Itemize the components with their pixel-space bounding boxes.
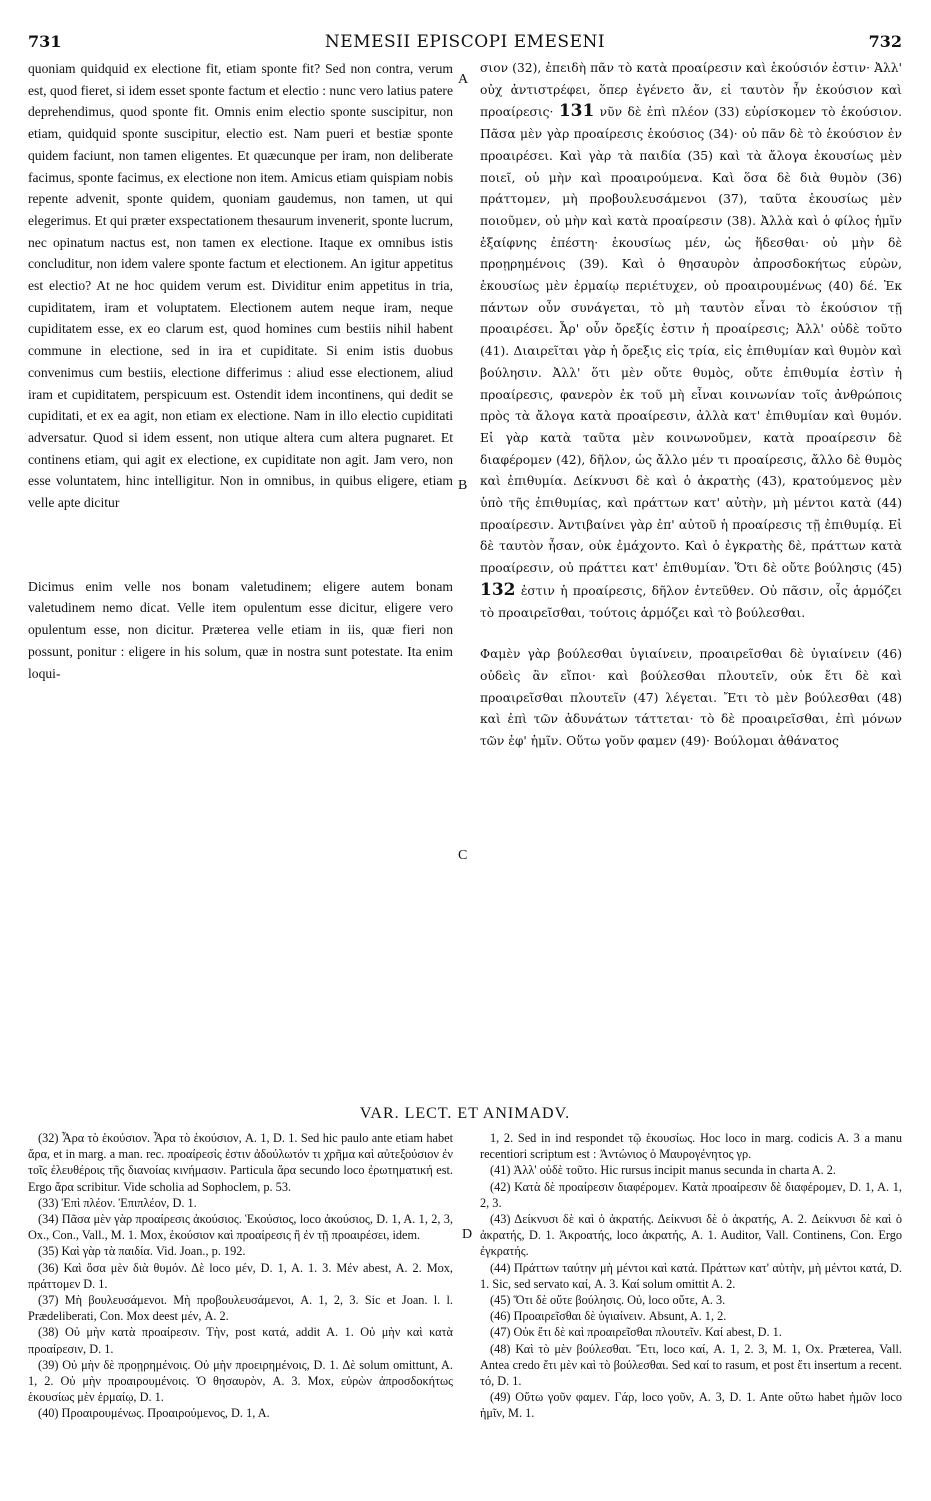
greek-column xyxy=(480,58,902,1098)
note-43: (43) Δείκνυσι δὲ καὶ ὁ ἀκρατής. Δείκνυσι δὲ ὁ ἀκρατής, A. 2. Δείκνυσι δὲ καὶ ὁ ἀκρατής, D. 1. Ἀκροατής, loco ἀκρατής, A. 1. Auditor, Vall. Continens, Con. Ergo ἐγκρατής. xyxy=(480,1212,902,1259)
note-47: (47) Οὐκ ἔτι δὲ καὶ προαιρεῖσθαι πλουτεῖν. Καί abest, D. 1. xyxy=(490,1325,782,1340)
marker-d: D xyxy=(462,1227,473,1242)
note-35: (35) Καὶ γὰρ τὰ παιδία. Vid. Joan., p. 192. xyxy=(38,1244,246,1259)
running-title: NEMESII EPISCOPI EMESENI xyxy=(324,32,606,52)
margin-number-131: 131 xyxy=(558,101,595,122)
note-37: (37) Μὴ βουλευσάμενοι. Μὴ προβουλευσάμενοι, A. 1, 2, 3. Sic et Joan. l. l. Prædeliberati, Con. Mox deest μέν, A. 2. xyxy=(28,1293,453,1324)
note-44: (44) Πράττων ταύτην μὴ μέντοι καὶ κατά. Πράττων κατ' αὐτὴν, μὴ μέντοι κατά, D. 1. Sic, sed servato καί, A. 3. Καί solum omittit A. 2. xyxy=(480,1260,902,1291)
note-45: (45) Ὅτι δὲ οὔτε βούλησις. Οὐ, loco οὔτε, A. 3. xyxy=(490,1293,726,1308)
page xyxy=(28,30,902,1480)
note-41: (41) Ἀλλ' οὐδὲ τοῦτο. Hic rursus incipit manus secunda in charta A. 2. xyxy=(490,1163,836,1178)
note-32: (32) Ἆρα τὸ ἑκούσιον. Ἆρα τὸ ἑκούσιον, A. 1, D. 1. Sed hic paulo ante etiam habet ἄρα, et in marg. a man. rec. προαίρεσίς ἐστιν ἀδούλωτόν τι χρῆμα καὶ αὐτεξούσιον ἐν τοῖς ἐλευθέροις τῆς διανοίας κινήμασιν. Particula ἄρα secundo loco ἐρωτηματική est. Ergo ἄρα scribitur. Vide scholia ad Sophoclem, p. 53. xyxy=(28,1131,453,1194)
margin-number-132: 132 xyxy=(480,579,516,600)
notes-right-column xyxy=(480,1130,902,1480)
note-34: (34) Πᾶσα μὲν γὰρ προαίρεσις ἀκούσιος. Ἑκούσιος, loco ἀκούσιος, D. 1, A. 1, 2, 3, Ox., Con., Vall., M. 1. Mox, ἑκούσιον καὶ προαίρεσις ἢ ἐν τῇ προαιρέσει, idem. xyxy=(28,1212,453,1243)
note-40-continued: 1, 2. Sed in ind respondet τῷ ἑκουσίως. Hoc loco in marg. codicis A. 3 a manu recentiori scriptum est : Ἀντώνιος ὁ Μαυρογένητος γρ. xyxy=(480,1131,902,1162)
marker-b: B xyxy=(458,478,468,493)
note-38: (38) Οὐ μὴν κατὰ προαίρεσιν. Τὴν, post κατά, addit A. 1. Οὐ μὴν καὶ κατὰ προαίρεσιν, D. 1. xyxy=(28,1325,453,1356)
note-46: (46) Προαιρεῖσθαι δὲ ὑγιαίνειν. Absunt, A. 1, 2. xyxy=(490,1309,727,1324)
latin-paragraph-1: quoniam quidquid ex electione fit, etiam sponte fit? Sed non contra, verum est, quod fieret, si idem esset sponte factum et electio : nunc vero latius patere deprehendimus, quod sponte fit. Omnis enim electio sponte suscipitur, non etiam, quidquid sponte suscipitur, electio est. Nam pueri et bestiæ sponte quidem faciunt, non tamen eligentes. Et quæcunque per iram, non deliberate facimus, sponte facimus, ex electione non item. Amicus etiam quispiam nobis repente advenit, sponte quidem, quoniam gaudemus, non tamen, ut qui elegerimus. Et qui præter exspectationem thesaurum invenerit, sponte lucrum, nec opinatum nactus est, non tamen ex electione. Itaque ex omnibus istis concluditur, non idem valere sponte factum et electionem. An igitur appetitus est electio? At ne hoc quidem verum est. Dividitur enim appetitus in tria, cupiditatem, iram et voluptatem. Electionem autem neque iram, neque cupiditatem esse, ex eo clarum est, quod homines cum bestiis nihil habent commune in electione, sed in ira et cupiditate. Si enim istis duobus convenimus cum bestiis, electione differimus : aliud esse electionem, aliud iram et cupiditatem, perspicuum est. Ostendit idem incontinens, qui dedit se cupiditati, et ex ea agit, non etiam ex electione. Nam in illo electio cupiditati adversatur. Quod si idem essent, non utique altera cum altera pugnaret. Et continens etiam, qui agit ex electione, ex cupiditate non agit. Jam vero, non esse voluntatem, hinc intelligitur. Non in omnibus, in quibus eligere, etiam velle apte dicitur xyxy=(28,61,453,511)
note-48: (48) Καὶ τὸ μὲν βούλεσθαι. Ἔτι, loco καί, A. 1, 2. 3, M. 1, Ox. Præterea, Vall. Antea credo ἔτι μὲν καὶ τὸ βούλεσθαι. Sed καί to rasum, et post ἔτι insertum a recent. τό, D. 1. xyxy=(480,1341,902,1389)
page-header xyxy=(28,30,902,56)
page-number-right: 732 xyxy=(868,32,902,51)
note-39: (39) Οὐ μὴν δὲ προῃρημένοις. Οὐ μὴν προειρημένοις, D. 1. Δὲ solum omittunt, A. 1, 2. Οὐ μὴν προαιρουμένοις. Ὁ θησαυρὸν, A. 3. Mox, εὑρὼν ἀπροσδοκήτως ἑκουσίως μὲν ἑρμαίῳ, D. 1. xyxy=(28,1357,453,1405)
notes-left-column xyxy=(28,1130,453,1480)
note-36: (36) Καὶ ὅσα μὲν διὰ θυμόν. Δὲ loco μέν, D. 1, A. 1. 3. Μέν abest, A. 2. Mox, πράττομεν D. 1. xyxy=(28,1260,453,1291)
latin-paragraph-2: Dicimus enim velle nos bonam valetudinem; eligere autem bonam valetudinem nemo dicat. Velle item opulentum esse dicitur, eligere vero opulentum esse, non dicitur. Præterea velle etiam in iis, quæ fieri non possunt, ponitur : eligere in his solum, quæ in nostra sunt potestate. Ita enim loqui- xyxy=(28,578,453,681)
greek-text-1c: ἐστιν ἡ προαίρεσις, δῆλον ἐντεῦθεν. Οὐ πᾶσιν, οἷς ἁρμόζει τὸ προαιρεῖσθαι, τούτοις ἁρμόζει καὶ τὸ βούλεσθαι. xyxy=(480,583,902,620)
note-33: (33) Ἐπὶ πλέον. Ἐπιπλέον, D. 1. xyxy=(38,1195,197,1210)
note-42: (42) Κατὰ δὲ προαίρεσιν διαφέρομεν. Κατὰ προαίρεσιν δὲ διαφέρομεν, D. 1, A. 1, 2, 3. xyxy=(480,1179,902,1210)
greek-paragraph-2: Φαμὲν γὰρ βούλεσθαι ὑγιαίνειν, προαιρεῖσθαι δὲ ὑγιαίνειν (46) οὐδεὶς ἂν εἴποι· καὶ βούλεσθαι πλουτεῖν, οὐκ ἔτι δὲ καὶ προαιρεῖσθαι πλουτεῖν (47) λέγεται. Ἔτι τὸ μὲν βούλεσθαι (48) καὶ ἐπὶ τῶν ἀδυνάτων τάττεται· τὸ δὲ προαιρεῖσθαι, ἐπὶ μόνων τῶν ἐφ' ἡμῖν. Οὕτω γοῦν φαμεν (49)· Βούλομαι ἀθάνατος xyxy=(480,647,902,749)
note-40: (40) Προαιρουμένως. Προαιρούμενος, D. 1, A. xyxy=(38,1406,270,1421)
latin-column xyxy=(28,58,453,1098)
greek-text-1b: νῦν δὲ ἐπὶ πλέον (33) εὑρίσκομεν τὸ ἑκούσιον. Πᾶσα μὲν γὰρ προαίρεσις ἑκούσιος (34)· οὐ πᾶν δὲ τὸ ἑκούσιον ἐν προαιρέσει. Καὶ γὰρ τὰ παιδία (35) καὶ τὰ ἄλογα ἑκουσίως μὲν ποιεῖ, οὐ μὴν καὶ προαιρούμενα. Καὶ ὅσα δὲ διὰ θυμὸν (36) πράττομεν, μὴ προβουλευσάμενοι (37), ταῦτα ἑκουσίως μὲν ποιοῦμεν, οὐ μὴν καὶ κατὰ προαίρεσιν (38). Ἀλλὰ καὶ ὁ φίλος ἡμῖν ἐξαίφνης ἐπέστη· ἑκουσίως μέν, ὡς ἥδεσθαι· οὐ μὴν δὲ προῃρημένοις (39). Καὶ ὁ θησαυρὸν ἀπροσδοκήτως εὑρὼν, ἑκουσίως μὲν ἑρμαίῳ περιέτυχεν, οὐ προαιρουμένως (40) δέ. Ἐκ πάντων οὖν συνάγεται, τὸ μὴ ταυτὸν εἶναι τὸ ἑκούσιον τῇ προαιρέσει. Ἆρ' οὖν ὄρεξίς ἐστιν ἡ προαίρεσις; Ἀλλ' οὐδὲ τοῦτο (41). Διαιρεῖται γὰρ ἡ ὄρεξις εἰς τρία, εἰς ἐπιθυμίαν καὶ θυμὸν καὶ βούλησιν. Ἀλλ' ὅτι μὲν οὔτε θυμὸς, οὔτε ἐπιθυμία ἐστὶν ἡ προαίρεσις, φανερὸν ἐκ τοῦ μὴ εἶναι κοινωνίαν τοῖς ἀνθρώποις πρὸς τὰ ἄλογα κατὰ προαίρεσιν, ἀλλὰ κατ' ἐπιθυμίαν καὶ θυμόν. Εἰ γὰρ κατὰ ταῦτα μὲν κοινωνοῦμεν, κατὰ προαίρεσιν δὲ διαφέρομεν (42), δῆλον, ὡς ἄλλο μέν τι προαίρεσις, ἄλλο δὲ θυμὸς καὶ ἐπιθυμία. Δείκνυσι δὲ καὶ ὁ ἀκρατὴς (43), κρατούμενος μὲν ὑπὸ τῆς ἐπιθυμίας, καὶ πράττων κατ' αὐτὴν, μὴ μέντοι κατὰ (44) προαίρεσιν. Ἀντιβαίνει γὰρ ἐπ' αὐτοῦ ἡ προαίρεσις τῇ ἐπιθυμίᾳ. Εἰ δὲ ταυτὸν ἦσαν, οὐκ ἐμάχοντο. Καὶ ὁ ἐγκρατὴς δὲ, πράττων κατὰ προαίρεσιν, οὐ πράττει κατ' ἐπιθυμίαν. Ὅτι δὲ οὔτε βούλησις (45) xyxy=(480,105,902,576)
note-49: (49) Οὕτω γοῦν φαμεν. Γάρ, loco γοῦν, A. 3, D. 1. Ante οὕτω habet ἡμῶν loco ἡμῖν, M. 1. xyxy=(480,1390,902,1421)
marker-a: A xyxy=(458,72,469,87)
variants-heading: VAR. LECT. ET ANIMADV. xyxy=(359,1105,571,1122)
greek-text-1a: σιον (32), ἐπειδὴ πᾶν τὸ κατὰ προαίρεσιν καὶ ἑκούσιόν ἐστιν· Ἀλλ' οὐχ ἀντιστρέφει, ὅπερ ἐγένετο ἄν, εἰ ταυτὸν ἦν ἑκούσιον καὶ προαίρεσις· xyxy=(480,61,902,120)
marker-c: C xyxy=(458,848,468,863)
page-number-left: 731 xyxy=(28,32,62,51)
greek-paragraph-1 xyxy=(480,58,902,624)
